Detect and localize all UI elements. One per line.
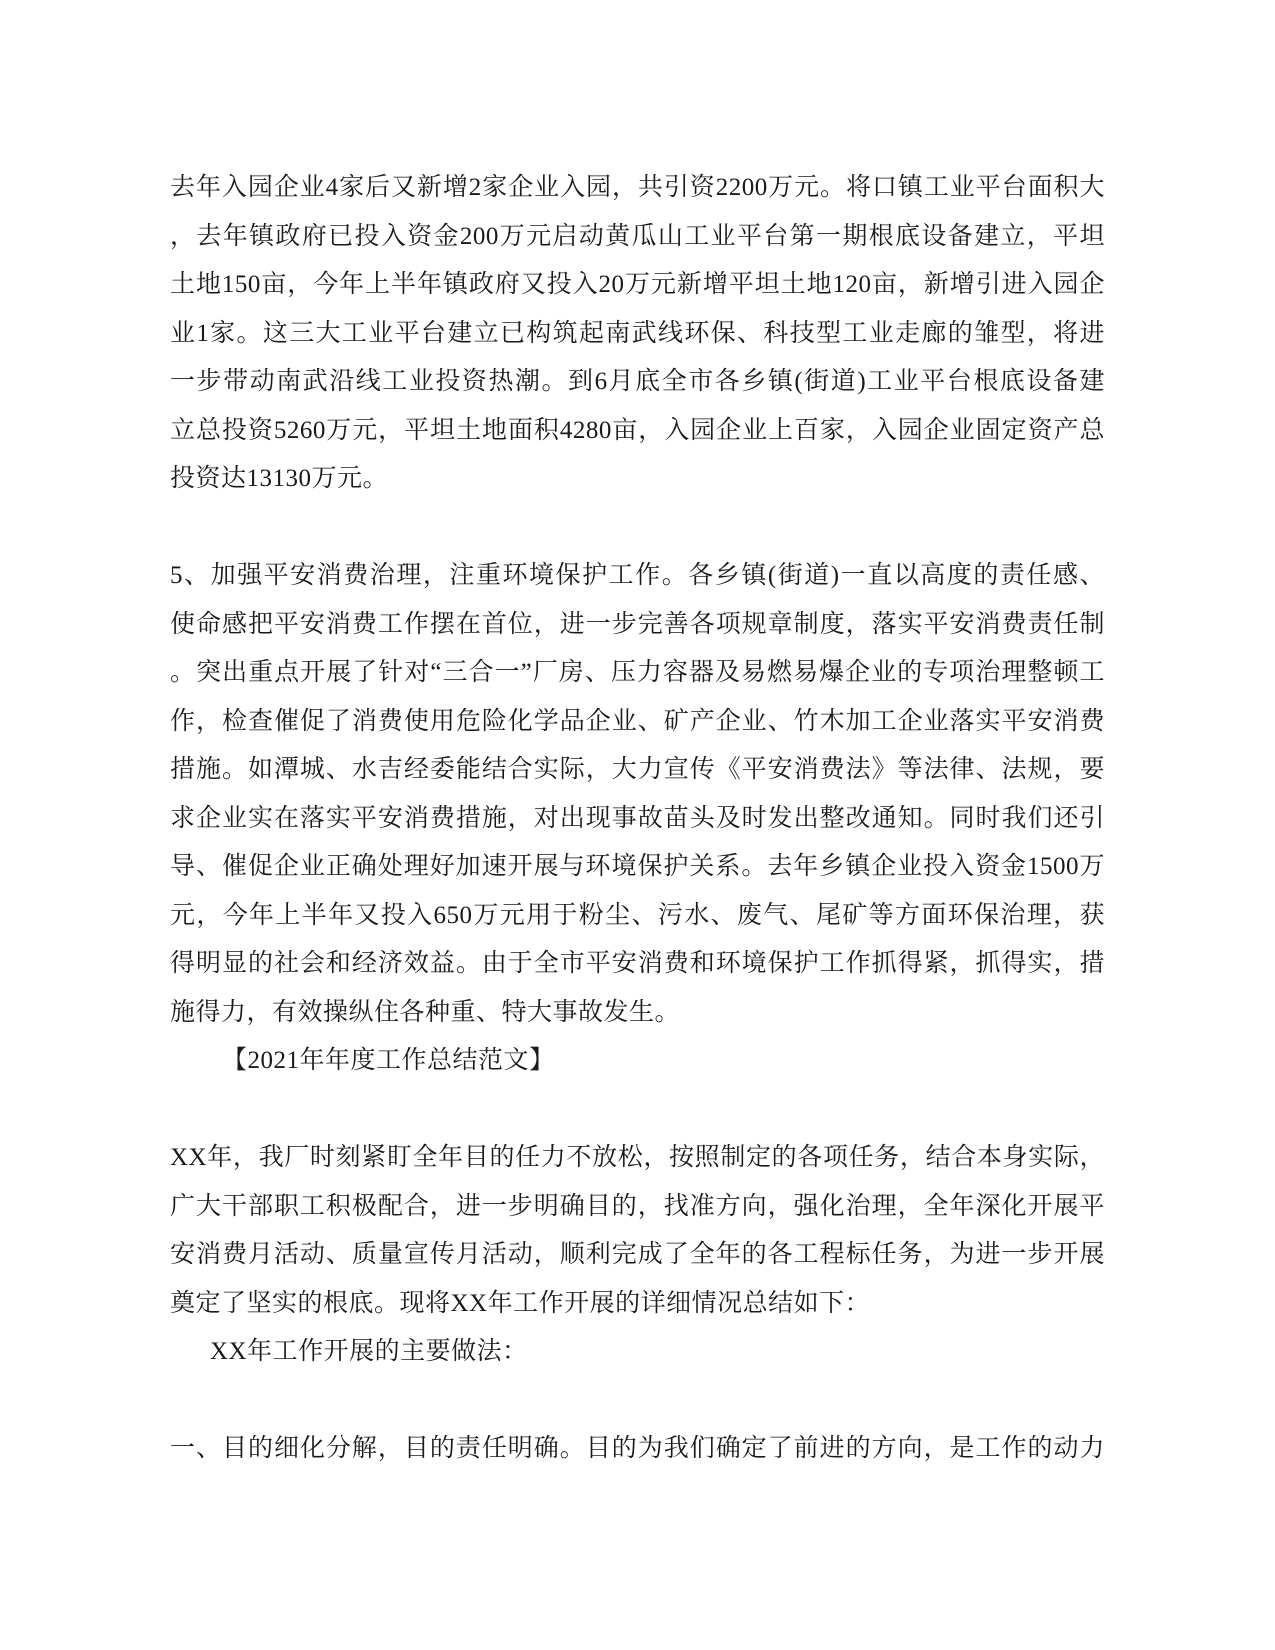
text-line: 导、催促企业正确处理好加速开展与环境保护关系。去年乡镇企业投入资金1500万 — [170, 853, 1105, 880]
text-line: XX年工作开展的主要做法： — [210, 1338, 528, 1365]
text-line: 措施。如潭城、水吉经委能结合实际，大力宣传《平安消费法》等法律、法规，要 — [170, 756, 1105, 783]
text-line: ，去年镇政府已投入资金200万元启动黄瓜山工业平台第一期根底设备建立，平坦 — [170, 222, 1105, 250]
blank-line — [170, 1086, 1105, 1135]
text-line: 一、目的细化分解，目的责任明确。目的为我们确定了前进的方向，是工作的动力 — [170, 1435, 1105, 1462]
text-line: 。突出重点开展了针对“三合一”厂房、压力容器及易燃易爆企业的专项治理整顿工 — [170, 659, 1105, 686]
text-line: 广大干部职工积极配合，进一步明确目的，找准方向，强化治理，全年深化开展平 — [170, 1192, 1105, 1220]
document-text-block — [170, 164, 1105, 1474]
text-line: 去年入园企业4家后又新增2家企业入园，共引资2200万元。将口镇工业平台面积大 — [170, 174, 1105, 201]
text-line: 得明显的社会和经济效益。由于全市平安消费和环境保护工作抓得紧，抓得实，措 — [170, 950, 1105, 977]
text-line: 一步带动南武沿线工业投资热潮。到6月底全市各乡镇(街道)工业平台根底设备建 — [170, 368, 1105, 395]
text-line: 元，今年上半年又投入650万元用于粉尘、污水、废气、尾矿等方面环保治理，获 — [170, 901, 1105, 929]
text-line: 5、加强平安消费治理，注重环境保护工作。各乡镇(街道)一直以高度的责任感、 — [170, 562, 1105, 589]
text-line: 施得力，有效操纵住各种重、特大事故发生。 — [170, 998, 681, 1026]
text-line: 业1家。这三大工业平台建立已构筑起南武线环保、科技型工业走廊的雏型，将进 — [170, 319, 1105, 347]
text-line: 立总投资5260万元，平坦土地面积4280亩，入园企业上百家，入园企业固定资产总 — [170, 416, 1105, 444]
text-line: 【2021年年度工作总结范文】 — [222, 1047, 555, 1074]
text-line: 使命感把平安消费工作摆在首位，进一步完善各项规章制度，落实平安消费责任制 — [170, 610, 1105, 638]
text-line: 奠定了坚实的根底。现将XX年工作开展的详细情况总结如下： — [170, 1289, 871, 1317]
text-line: 求企业实在落实平安消费措施，对出现事故苗头及时发出整改通知。同时我们还引 — [170, 804, 1105, 832]
blank-line — [170, 1377, 1105, 1426]
text-line: 投资达13130万元。 — [170, 465, 389, 492]
blank-line — [170, 504, 1105, 553]
text-line: 安消费月活动、质量宣传月活动，顺利完成了全年的各工程标任务，为进一步开展 — [170, 1241, 1105, 1268]
text-line: 土地150亩，今年上半年镇政府又投入20万元新增平坦土地120亩，新增引进入园企 — [170, 271, 1105, 298]
text-line: 作，检查催促了消费使用危险化学品企业、矿产企业、竹木加工企业落实平安消费 — [170, 707, 1105, 735]
text-line: XX年，我厂时刻紧盯全年目的任力不放松，按照制定的各项任务，结合本身实际， — [170, 1144, 1105, 1171]
